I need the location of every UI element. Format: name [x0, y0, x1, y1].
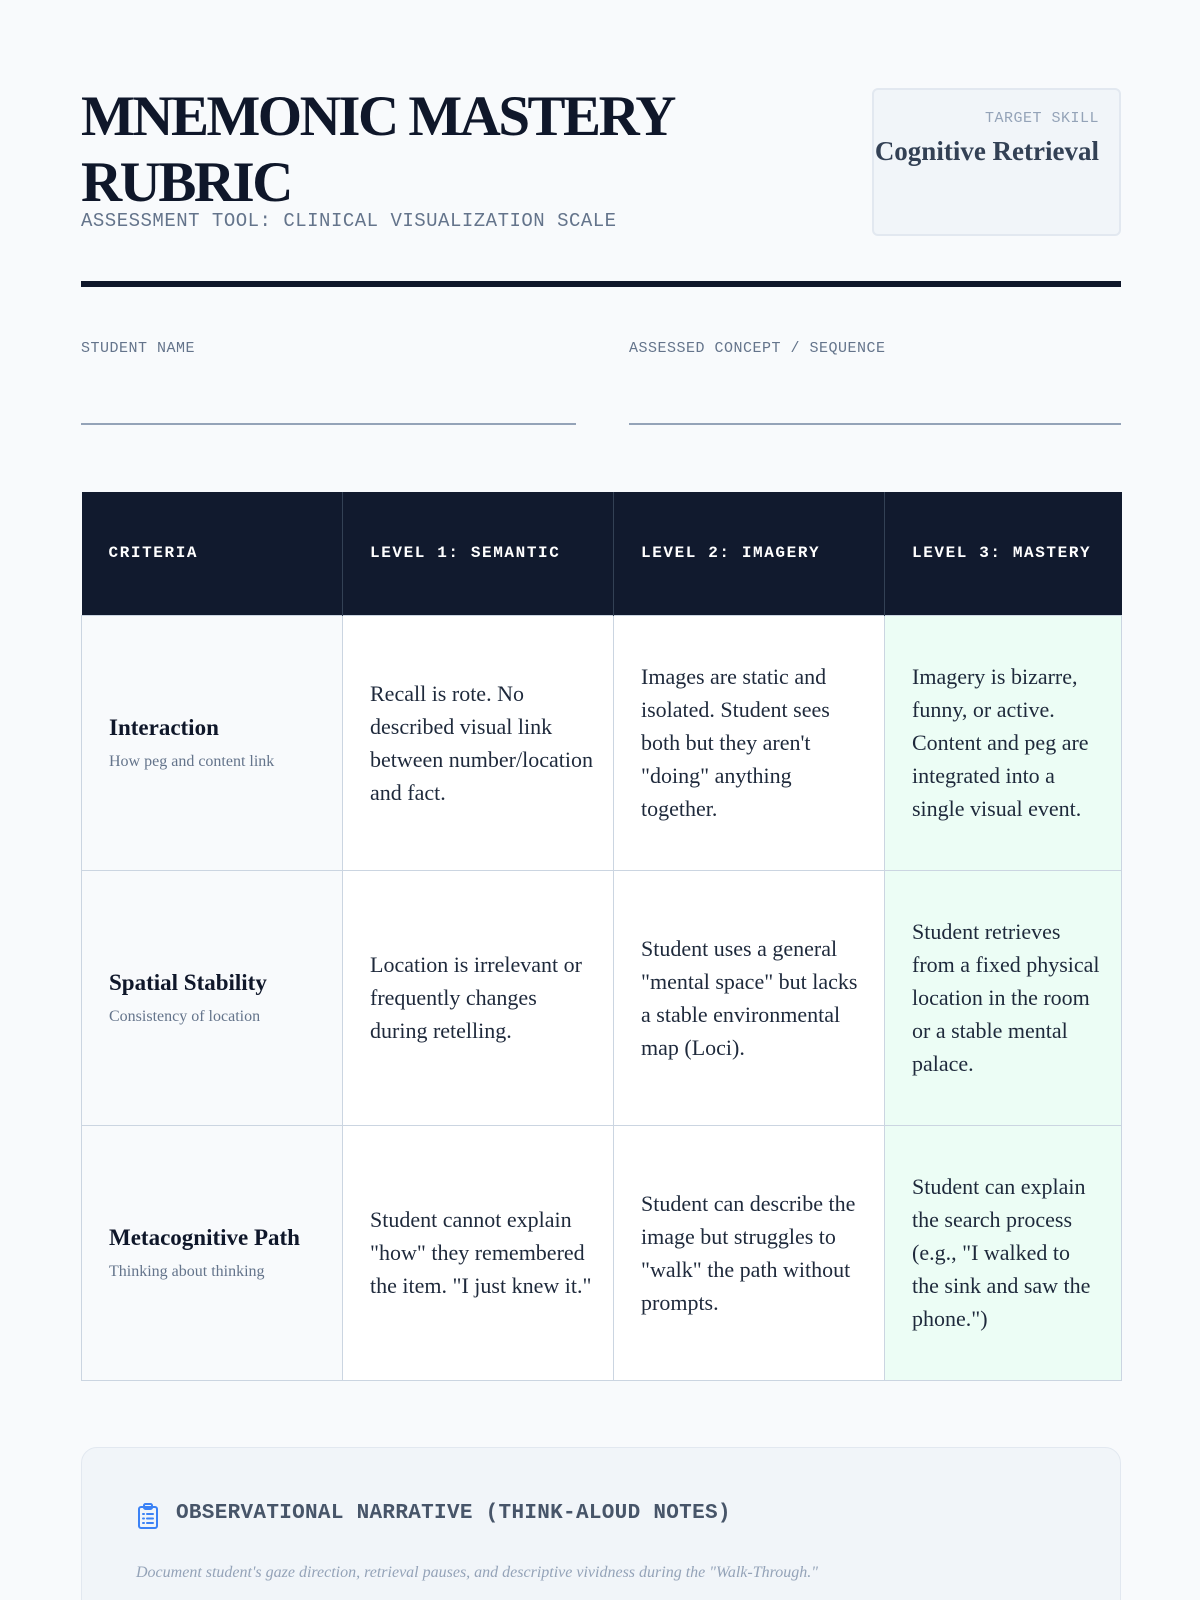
- notes-title: OBSERVATIONAL NARRATIVE (THINK-ALOUD NOTES): [176, 1502, 731, 1525]
- level-3-cell: Student can explain the search process (e.g., "I walked to the sink and saw the phone."): [885, 1125, 1122, 1380]
- notes-hint: Document student's gaze direction, retrieval pauses, and descriptive vividness during the "Walk-Through.": [136, 1564, 818, 1581]
- assessed-concept-line[interactable]: [629, 423, 1121, 425]
- criteria-description: Consistency of location: [109, 1007, 261, 1025]
- assessed-concept-field[interactable]: [629, 340, 886, 357]
- level-2-cell: Images are static and isolated. Student sees both but they aren't "doing" anything together.: [614, 615, 885, 870]
- table-row: [82, 1125, 1122, 1380]
- criteria-cell: [82, 870, 343, 1125]
- criteria-description: Thinking about thinking: [109, 1262, 265, 1280]
- target-skill-label: TARGET SKILL: [984, 110, 1099, 127]
- header-level-3: LEVEL 3: MASTERY: [885, 492, 1122, 615]
- target-skill-box: [872, 88, 1121, 236]
- header-criteria: CRITERIA: [82, 492, 343, 615]
- level-3-cell: Student retrieves from a fixed physical location in the room or a stable mental palace.: [885, 870, 1122, 1125]
- criteria-name: Metacognitive Path: [109, 1224, 300, 1250]
- page-subtitle: ASSESSMENT TOOL: CLINICAL VISUALIZATION SCALE: [81, 210, 617, 232]
- header-level-1: LEVEL 1: SEMANTIC: [343, 492, 614, 615]
- table-row: [82, 870, 1122, 1125]
- level-1-cell: Recall is rote. No described visual link between number/location and fact.: [343, 615, 614, 870]
- criteria-cell: [82, 1125, 343, 1380]
- observational-notes-panel[interactable]: [81, 1447, 1121, 1600]
- level-2-cell: Student uses a general "mental space" but lacks a stable environmental map (Loci).: [614, 870, 885, 1125]
- page-header: [81, 84, 1121, 234]
- table-row: [82, 615, 1122, 870]
- criteria-description: How peg and content link: [109, 752, 275, 770]
- target-skill-value: Cognitive Retrieval: [874, 136, 1099, 166]
- rubric-header-row: [82, 492, 1122, 615]
- student-name-line[interactable]: [81, 423, 576, 425]
- header-level-2: LEVEL 2: IMAGERY: [614, 492, 885, 615]
- student-name-label: STUDENT NAME: [81, 340, 196, 357]
- criteria-cell: [82, 615, 343, 870]
- level-1-cell: Location is irrelevant or frequently changes during retelling.: [343, 870, 614, 1125]
- page-title: MNEMONIC MASTERY RUBRIC: [81, 85, 672, 214]
- level-3-cell: Imagery is bizarre, funny, or active. Content and peg are integrated into a single visual event.: [885, 615, 1122, 870]
- student-name-field[interactable]: [81, 340, 195, 357]
- criteria-name: Spatial Stability: [109, 969, 267, 995]
- clipboard-icon: [136, 1502, 160, 1530]
- criteria-name: Interaction: [109, 714, 219, 740]
- assessed-concept-label: ASSESSED CONCEPT / SEQUENCE: [629, 340, 886, 357]
- header-divider: [81, 281, 1121, 287]
- rubric-table: [81, 492, 1122, 1381]
- level-2-cell: Student can describe the image but struggles to "walk" the path without prompts.: [614, 1125, 885, 1380]
- level-1-cell: Student cannot explain "how" they remembered the item. "I just knew it.": [343, 1125, 614, 1380]
